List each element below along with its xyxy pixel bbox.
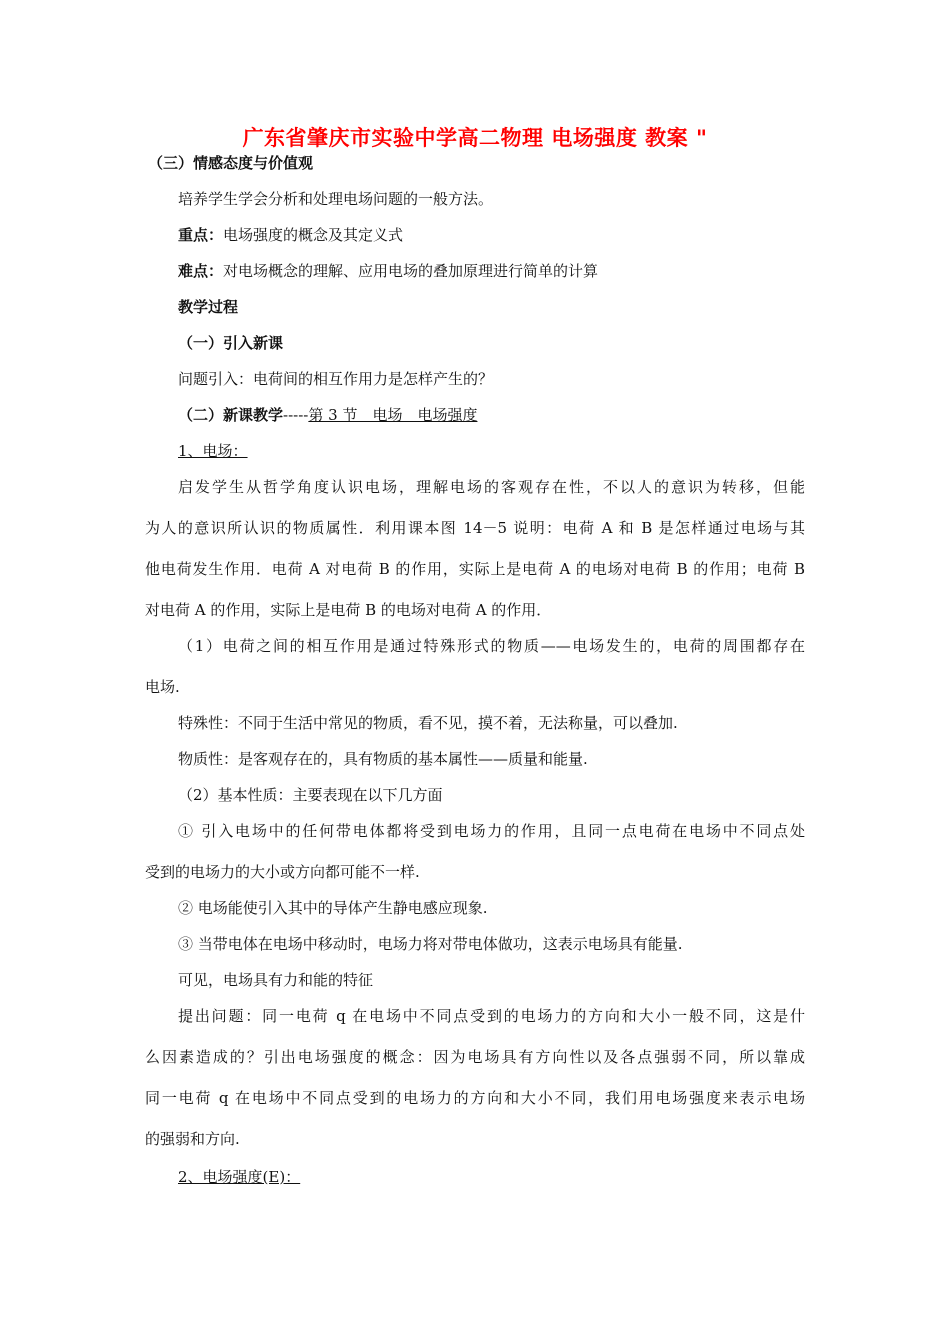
sub1-heading: 1、电场： [178, 442, 248, 460]
material-property: 物质性：是客观存在的，具有物质的基本属性——质量和能量. [178, 750, 588, 768]
section3-heading: （三）情感态度与价值观 [148, 154, 314, 172]
difficulty-label: 难点： [178, 262, 224, 280]
para2-line-2: 电场. [145, 678, 180, 696]
question-line-2: 么因素造成的？引出电场强度的概念：因为电场具有方向性以及各点强弱不同，所以靠成 [145, 1048, 805, 1066]
para2-line-1: （1）电荷之间的相互作用是通过特殊形式的物质——电场发生的，电荷的周围都存在 [178, 637, 805, 655]
document-title: 广东省肇庆市实验中学高二物理 电场强度 教案 " [242, 126, 708, 150]
item1-line-1: ① 引入电场中的任何带电体都将受到电场力的作用，且同一点电荷在电场中不同点处 [178, 822, 805, 840]
item3: ③ 当带电体在电场中移动时，电场力将对带电体做功，这表示电场具有能量. [178, 935, 683, 953]
part2-line [178, 405, 477, 425]
para1-line-4: 对电荷 A 的作用，实际上是电荷 B 的电场对电荷 A 的作用． [145, 601, 552, 619]
difficulty-line [178, 261, 598, 281]
item1-line-2: 受到的电场力的大小或方向都可能不一样. [145, 863, 420, 881]
part1-heading: （一）引入新课 [178, 334, 284, 352]
basic-nature: （2）基本性质：主要表现在以下几方面 [178, 786, 443, 804]
para1-line-3: 他电荷发生作用．电荷 A 对电荷 B 的作用，实际上是电荷 A 的电场对电荷 B 的作用；电荷 B [145, 560, 805, 578]
special-property: 特殊性：不同于生活中常见的物质，看不见，摸不着，无法称量，可以叠加. [178, 714, 678, 732]
para1-line-2: 为人的意识所认识的物质属性．利用课本图 14－5 说明：电荷 A 和 B 是怎样通过电场与其 [145, 519, 805, 537]
method-text: 培养学生学会分析和处理电场问题的一般方法。 [178, 190, 494, 208]
part2-dashes: ----- [283, 406, 309, 424]
part2-label: （二）新课教学 [178, 406, 284, 424]
question-line-1: 提出问题：同一电荷 q 在电场中不同点受到的电场力的方向和大小一般不同，这是什 [178, 1007, 805, 1025]
difficulty-text: 对电场概念的理解、应用电场的叠加原理进行简单的计算 [223, 262, 599, 280]
conclusion: 可见，电场具有力和能的特征 [178, 971, 374, 989]
question-line-3: 同一电荷 q 在电场中不同点受到的电场力的方向和大小不同，我们用电场强度来表示电场 [145, 1089, 805, 1107]
key-point-text: 电场强度的概念及其定义式 [223, 226, 404, 244]
question-intro: 问题引入：电荷间的相互作用力是怎样产生的？ [178, 370, 494, 388]
sub2-heading: 2、电场强度(E)： [178, 1168, 301, 1186]
section-link: 第 3 节 电场 电场强度 [308, 406, 478, 424]
key-point-label: 重点： [178, 226, 224, 244]
para1-line-1: 启发学生从哲学角度认识电场，理解电场的客观存在性，不以人的意识为转移，但能 [178, 478, 805, 496]
question-line-4: 的强弱和方向. [145, 1130, 240, 1148]
item2: ② 电场能使引入其中的导体产生静电感应现象. [178, 899, 488, 917]
process-heading: 教学过程 [178, 298, 239, 316]
key-point-line [178, 225, 403, 245]
